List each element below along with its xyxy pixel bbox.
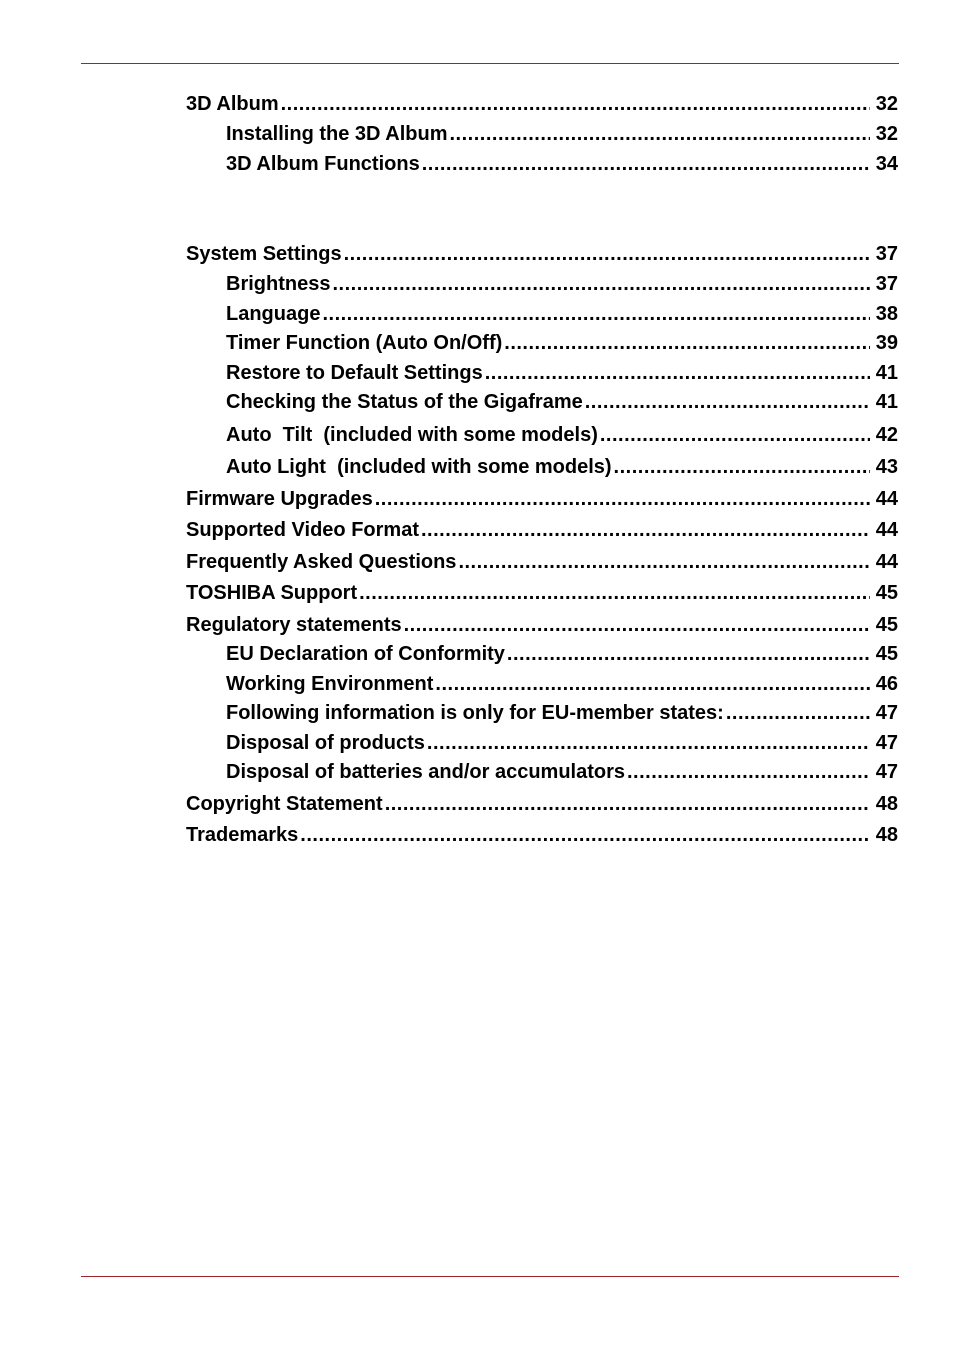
toc-dot-leader bbox=[344, 241, 870, 267]
toc-entry-timer-function[interactable] bbox=[226, 330, 898, 356]
toc-entry-page: 34 bbox=[875, 153, 898, 175]
toc-dot-leader bbox=[585, 389, 870, 415]
toc-entry-3d-album[interactable] bbox=[186, 91, 898, 117]
toc-dot-leader bbox=[600, 422, 870, 448]
toc-entry-title: Supported Video Format bbox=[186, 519, 419, 541]
toc-entry-page: 39 bbox=[875, 332, 898, 354]
footer-rule bbox=[81, 1276, 899, 1277]
toc-dot-leader bbox=[422, 151, 870, 177]
toc-entry-page: 42 bbox=[875, 424, 898, 446]
toc-dot-leader bbox=[385, 791, 870, 817]
toc-entry-title: Disposal of products bbox=[226, 732, 425, 754]
toc-dot-leader bbox=[421, 517, 870, 543]
toc-entry-page: 32 bbox=[875, 123, 898, 145]
toc-entry-title: Trademarks bbox=[186, 824, 299, 846]
toc-entry-trademarks[interactable] bbox=[186, 822, 898, 848]
toc-entry-title: Frequently Asked Questions bbox=[186, 551, 457, 573]
toc-entry-title: Working Environment bbox=[226, 673, 434, 695]
toc-dot-leader bbox=[450, 121, 870, 147]
toc-dot-leader bbox=[726, 700, 870, 726]
toc-entry-page: 45 bbox=[875, 643, 898, 665]
toc-entry-title: Checking the Status of the Gigaframe bbox=[226, 391, 583, 413]
toc-entry-page: 45 bbox=[875, 614, 898, 636]
toc-entry-title: TOSHIBA Support bbox=[186, 582, 358, 604]
toc-dot-leader bbox=[504, 330, 869, 356]
toc-entry-page: 43 bbox=[875, 456, 898, 478]
toc-entry-page: 44 bbox=[875, 488, 898, 510]
toc-entry-auto-tilt[interactable] bbox=[226, 422, 898, 448]
toc-entry-page: 44 bbox=[875, 551, 898, 573]
toc-entry-title: Installing the 3D Album bbox=[226, 123, 448, 145]
toc-entry-title: Language bbox=[226, 303, 321, 325]
toc-dot-leader bbox=[627, 759, 870, 785]
toc-entry-auto-light[interactable] bbox=[226, 454, 898, 480]
toc-entry-language[interactable] bbox=[226, 301, 898, 327]
toc-dot-leader bbox=[614, 454, 870, 480]
toc-entry-checking-status[interactable] bbox=[226, 389, 898, 415]
toc-entry-title: Brightness bbox=[226, 273, 331, 295]
toc-entry-title: Following information is only for EU-member states: bbox=[226, 702, 724, 724]
toc-dot-leader bbox=[507, 641, 870, 667]
toc-entry-disposal-batteries[interactable] bbox=[226, 759, 898, 785]
toc-entry-installing-3d-album[interactable] bbox=[226, 121, 898, 147]
toc-dot-leader bbox=[485, 360, 870, 386]
toc-entry-firmware-upgrades[interactable] bbox=[186, 486, 898, 512]
toc-entry-page: 32 bbox=[875, 93, 898, 115]
toc-entry-title: Regulatory statements bbox=[186, 614, 402, 636]
toc-entry-page: 48 bbox=[875, 824, 898, 846]
toc-entry-title: Disposal of batteries and/or accumulators bbox=[226, 761, 625, 783]
toc-entry-page: 37 bbox=[875, 243, 898, 265]
toc-entry-faq[interactable] bbox=[186, 549, 898, 575]
toc-entry-copyright-statement[interactable] bbox=[186, 791, 898, 817]
toc-entry-page: 41 bbox=[875, 391, 898, 413]
toc-entry-page: 38 bbox=[875, 303, 898, 325]
toc-entry-title: EU Declaration of Conformity bbox=[226, 643, 505, 665]
toc-dot-leader bbox=[375, 486, 870, 512]
toc-entry-disposal-products[interactable] bbox=[226, 730, 898, 756]
toc-entry-title: Firmware Upgrades bbox=[186, 488, 373, 510]
toc-dot-leader bbox=[332, 271, 869, 297]
toc-entry-page: 45 bbox=[875, 582, 898, 604]
toc-dot-leader bbox=[404, 612, 870, 638]
toc-entry-working-environment[interactable] bbox=[226, 671, 898, 697]
toc-entry-regulatory-statements[interactable] bbox=[186, 612, 898, 638]
toc-entry-system-settings[interactable] bbox=[186, 241, 898, 267]
toc-dot-leader bbox=[359, 580, 870, 606]
toc-entry-title: Auto Light (included with some models) bbox=[226, 456, 612, 478]
toc-entry-title: Timer Function (Auto On/Off) bbox=[226, 332, 503, 354]
toc-entry-title: System Settings bbox=[186, 243, 342, 265]
toc-entry-eu-declaration[interactable] bbox=[226, 641, 898, 667]
toc-entry-brightness[interactable] bbox=[226, 271, 898, 297]
toc-entry-title: Auto Tilt (included with some models) bbox=[226, 424, 598, 446]
toc-entry-restore-default-settings[interactable] bbox=[226, 360, 898, 386]
toc-entry-eu-member-states-info[interactable] bbox=[226, 700, 898, 726]
toc-entry-title: Copyright Statement bbox=[186, 793, 383, 815]
toc-entry-supported-video-format[interactable] bbox=[186, 517, 898, 543]
toc-entry-title: 3D Album Functions bbox=[226, 153, 420, 175]
toc-entry-page: 44 bbox=[875, 519, 898, 541]
toc-entry-toshiba-support[interactable] bbox=[186, 580, 898, 606]
toc-entry-page: 48 bbox=[875, 793, 898, 815]
toc-dot-leader bbox=[435, 671, 869, 697]
toc-entry-3d-album-functions[interactable] bbox=[226, 151, 898, 177]
toc-dot-leader bbox=[281, 91, 870, 117]
toc-entry-title: 3D Album bbox=[186, 93, 279, 115]
toc-entry-page: 46 bbox=[875, 673, 898, 695]
toc-entry-page: 41 bbox=[875, 362, 898, 384]
toc-entry-page: 47 bbox=[875, 702, 898, 724]
toc-entry-page: 47 bbox=[875, 732, 898, 754]
toc-dot-leader bbox=[427, 730, 870, 756]
toc-dot-leader bbox=[458, 549, 869, 575]
toc-entry-title: Restore to Default Settings bbox=[226, 362, 483, 384]
toc-entry-page: 37 bbox=[875, 273, 898, 295]
toc-dot-leader bbox=[300, 822, 869, 848]
toc-dot-leader bbox=[322, 301, 869, 327]
toc-entry-page: 47 bbox=[875, 761, 898, 783]
